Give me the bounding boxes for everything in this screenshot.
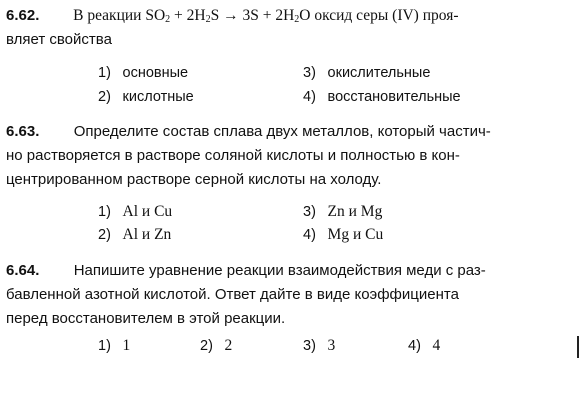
page-edge-mark: [577, 336, 579, 358]
option-1: 1) 1: [98, 337, 131, 354]
problem-6-63-line-2: но растворяется в растворе соляной кислоты и полностью в кон-: [6, 147, 460, 164]
problem-6-63-line-1: 6.63. Определите состав сплава двух металлов, который частич-: [6, 123, 491, 140]
option-3: 3) окислительные: [303, 65, 431, 81]
option-4: 4) Mg и Cu: [303, 226, 384, 243]
problem-6-63-line-3: центрированном растворе серной кислоты на холоду.: [6, 171, 382, 188]
option-4: 4) восстановительные: [303, 89, 461, 105]
option-1: 1) Al и Cu: [98, 203, 173, 220]
option-4: 4) 4: [408, 337, 441, 354]
option-3: 3) 3: [303, 337, 336, 354]
option-3: 3) Zn и Mg: [303, 203, 383, 220]
option-2: 2) 2: [200, 337, 233, 354]
problem-6-62-line-2: вляет свойства: [6, 31, 112, 48]
problem-6-62-line-1: [6, 6, 459, 26]
problem-number: 6.62.: [6, 7, 40, 24]
problem-6-64-line-3: перед восстановителем в этой реакции.: [6, 310, 286, 327]
problem-number: 6.64.: [6, 262, 40, 279]
option-2: 2) кислотные: [98, 89, 194, 105]
option-2: 2) Al и Zn: [98, 226, 172, 243]
problem-6-64-line-1: 6.64. Напишите уравнение реакции взаимодействия меди с раз-: [6, 262, 486, 279]
option-1: 1) основные: [98, 65, 189, 81]
problem-6-64-line-2: бавленной азотной кислотой. Ответ дайте в виде коэффициента: [6, 286, 459, 303]
reaction-text: В реакции $SO_2 + 2H_2S \to 3S + 2H_2O$ оксид серы (IV) проя-: [73, 7, 459, 25]
problem-number: 6.63.: [6, 123, 40, 140]
